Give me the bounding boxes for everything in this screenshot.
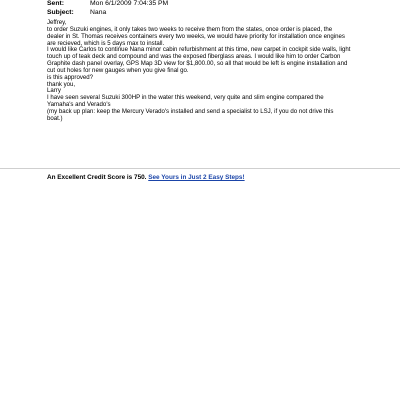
footer-ad	[47, 174, 245, 181]
body-line: Jeffrey,	[47, 19, 67, 26]
body-line: I would like Carlos to continue Nana minor cabin refurbishment at this time, new carpet in cockpit side walls, light	[47, 46, 351, 54]
body-line: Larry	[47, 87, 61, 95]
body-line: thank you,	[47, 80, 76, 88]
footer-ad-link[interactable]: See Yours in Just 2 Easy Steps!	[148, 174, 245, 181]
body-line: (my back up plan: keep the Mercury Verado's installed and send a specialist to LSJ, if you do not drive this	[47, 107, 334, 115]
email-body	[47, 20, 367, 123]
body-line: are recieved, which is 5 days max to install.	[47, 39, 165, 47]
body-line: is this approved?	[47, 73, 94, 81]
subject-value: Nana	[90, 8, 107, 16]
body-line: boat.)	[47, 114, 63, 122]
body-line: Graphite dash panel overlay, GPS Map 3D view for $1,800.00, so all that would be left is engine installation and	[47, 60, 348, 68]
body-line: I have seen several Suzuki 300HP in the water this weekend, very quite and slim engine compared the	[47, 94, 324, 102]
body-line: Yamaha's and Verado's	[47, 101, 111, 109]
body-line: cut out holes for new gauges when you give final go.	[47, 66, 189, 74]
footer-ad-text: An Excellent Credit Score is 750.	[47, 174, 147, 181]
sent-row	[47, 0, 168, 9]
subject-row	[47, 9, 168, 18]
footer-divider	[0, 168, 400, 169]
email-header	[47, 0, 168, 17]
subject-label: Subject:	[47, 8, 74, 16]
body-line: touch up of teak deck and compound and was the exposed fiberglass areas. I would like him to order Carbon	[47, 53, 341, 61]
body-line: dealer in St. Thomas receives containers every two weeks, we would have priority for installation once engines	[47, 32, 345, 40]
body-line: to order Suzuki engines, it only takes two weeks to receive them from the states, once order is placed, the	[47, 25, 333, 33]
sent-label: Sent:	[47, 0, 64, 7]
sent-value: Mon 6/1/2009 7:04:35 PM	[90, 0, 169, 7]
